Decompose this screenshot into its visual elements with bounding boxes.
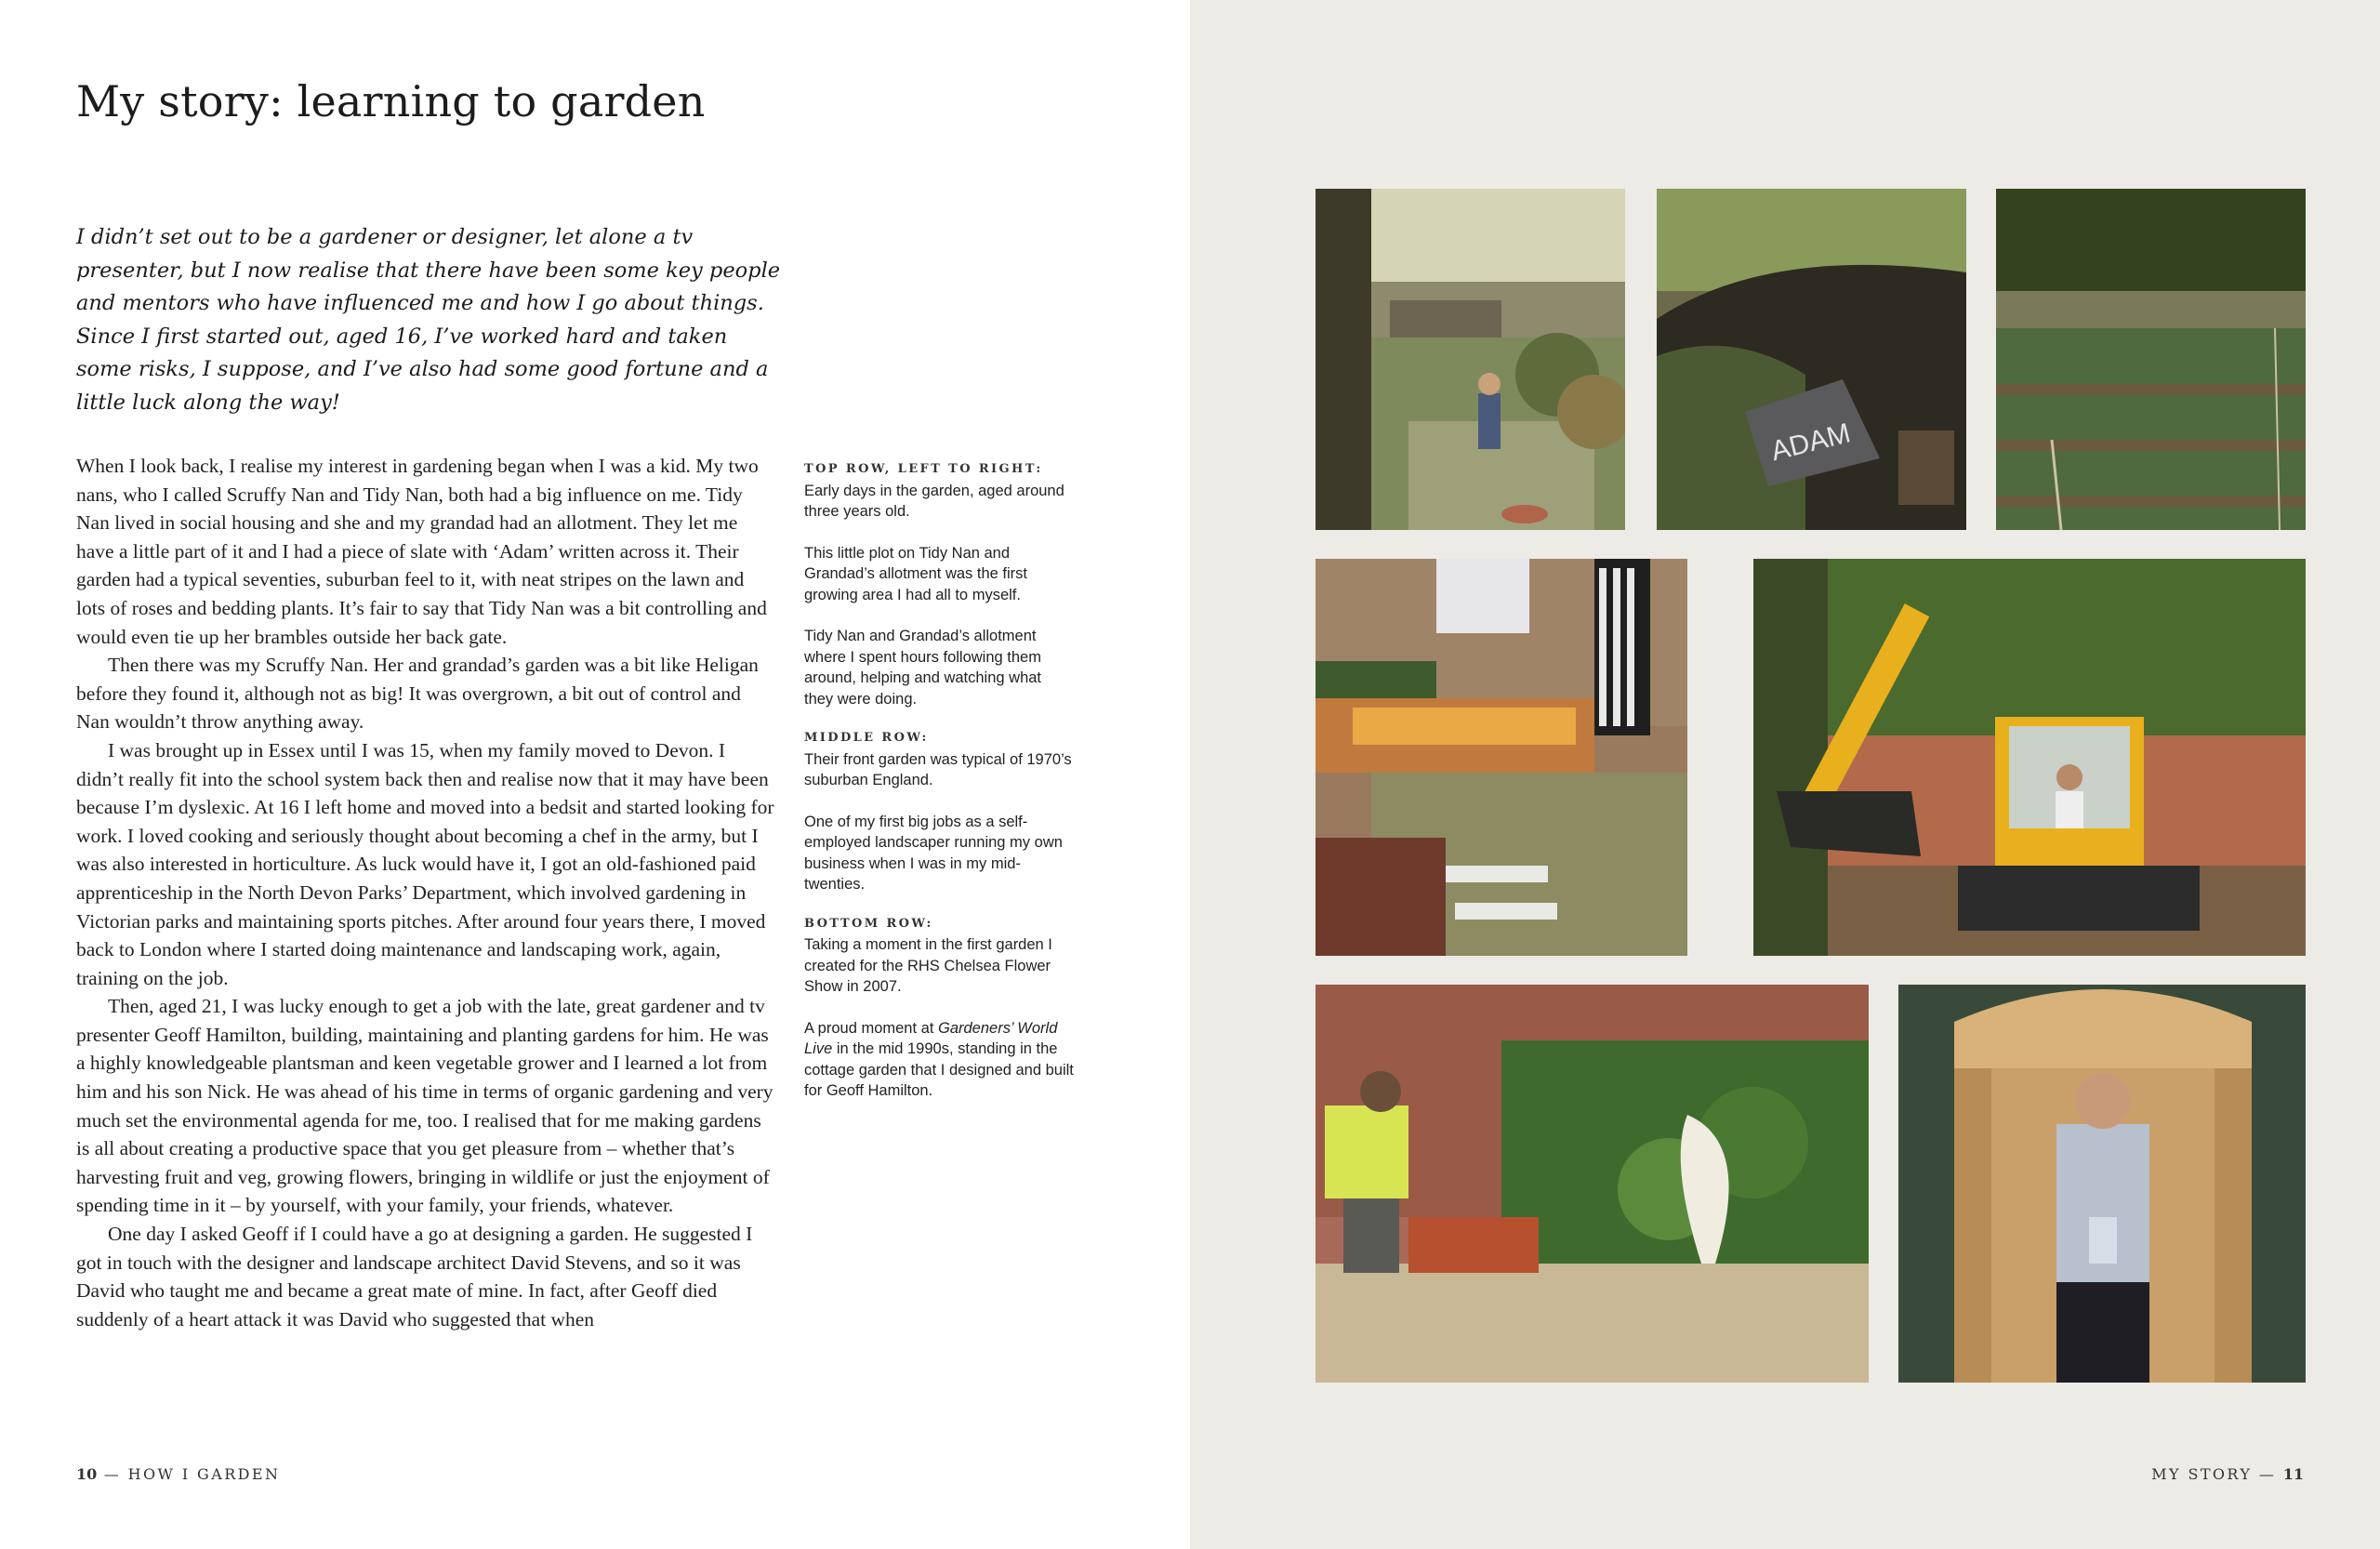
folio-left — [76, 1465, 280, 1483]
body-paragraph: I was brought up in Essex until I was 15, when my family moved to Devon. I didn’t really fit into the school system back then and realise now that it may have been because I’m dyslexic. At 16 I left home and moved into a bedsit and started looking for work. I loved cooking and seriously thought about becoming a chef in the army, but I was also interested in horticulture. As luck would have it, I got an old-fashioned paid apprenticeship in the North Devon Parks’ Department, which involved gardening in Victorian parks and maintaining sports pitches. After around four years there, I moved back to London where I started doing maintenance and landscaping work, again, training on the job. — [76, 738, 774, 989]
photo-chelsea-garden — [1316, 985, 1869, 1383]
slate-text: ADAM — [1767, 417, 1854, 468]
right-page — [1190, 0, 2380, 1549]
photo-arbour-trophy — [1898, 985, 2306, 1383]
caption-bottom-1: Taking a moment in the first garden I created for the RHS Chelsea Flower Show in 2007. — [804, 936, 1052, 995]
caption-top-3: Tidy Nan and Grandad’s allotment where I spent hours following them around, helping and watching what they were doing. — [804, 628, 1042, 708]
body-text — [76, 452, 775, 1333]
photo-child-in-garden — [1316, 189, 1625, 530]
page-title: My story: learning to garden — [76, 76, 706, 126]
caption-top-1: Early days in the garden, aged around three years old. — [804, 482, 1064, 520]
intro-paragraph: I didn’t set out to be a gardener or designer, let alone a tv presenter, but I now realise that there have been some key people and mentors who have influenced me and how I go about things. Since I first started out, aged 16, I’ve worked hard and taken some risks, I suppose, and I’ve also had some good fortune and a little luck along the way! — [76, 225, 781, 415]
running-head-right: MY STORY — — [2151, 1465, 2277, 1483]
photo-captions — [804, 459, 1074, 1122]
running-head-left: — HOW I GARDEN — [103, 1465, 281, 1483]
caption-middle-1: Their front garden was typical of 1970’s suburban England. — [804, 750, 1072, 788]
photo-digger — [1753, 559, 2306, 956]
body-paragraph: Then there was my Scruffy Nan. Her and grandad’s garden was a bit like Heligan before they found it, although not as big! It was overgrown, a bit out of control and Nan wouldn’t throw anything away. — [76, 654, 759, 734]
caption-top-2: This little plot on Tidy Nan and Grandad’s allotment was the first growing area I had all to myself. — [804, 544, 1027, 603]
photo-allotment — [1996, 189, 2306, 530]
photo-adam-slate — [1657, 189, 1966, 530]
page-number-left: 10 — [76, 1465, 98, 1483]
photo-front-garden — [1316, 559, 1687, 956]
caption-heading-bottom: BOTTOM ROW: — [804, 916, 933, 931]
caption-middle-2: One of my first big jobs as a self-employed landscaper running my own business when I was in my mid-twenties. — [804, 813, 1063, 893]
caption-bottom-2: A proud moment at Gardeners’ World Live in the mid 1990s, standing in the cottage garden that I designed and built for Geoff Hamilton. — [804, 1019, 1074, 1099]
caption-heading-middle: MIDDLE ROW: — [804, 731, 929, 745]
page-number-right: 11 — [2282, 1465, 2304, 1483]
body-paragraph: Then, aged 21, I was lucky enough to get a job with the late, great gardener and tv presenter Geoff Hamilton, building, maintaining and planting gardens for him. He was a highly knowledgeable plantsman and keen vegetable grower and I learned a lot from him and his son Nick. He was ahead of his time in terms of organic gardening and very much set the environmental agenda for me, too. I realised that for me making gardens is all about creating a productive space that you get pleasure from – whether that’s harvesting fruit and veg, growing flowers, bringing in wildlife or just the enjoyment of spending time in it – by yourself, with your family, your friends, whatever. — [76, 995, 774, 1217]
caption-heading-top: TOP ROW, LEFT TO RIGHT: — [804, 462, 1043, 476]
body-paragraph: One day I asked Geoff if I could have a go at designing a garden. He suggested I got in touch with the designer and landscape architect David Stevens, and so it was David who taught me and became a great mate of mine. In fact, after Geoff died suddenly of a heart attack it was David who suggested that when — [76, 1223, 753, 1331]
folio-right — [2151, 1465, 2304, 1483]
body-paragraph: When I look back, I realise my interest in gardening began when I was a kid. My two nans, who I called Scruffy Nan and Tidy Nan, both had a big influence on me. Tidy Nan lived in social housing and she and my grandad had an allotment. They let me have a little part of it and I had a piece of slate with ‘Adam’ written across it. Their garden had a typical seventies, suburban feel to it, with neat stripes on the lawn and lots of roses and bedding plants. It’s fair to say that Tidy Nan was a bit controlling and would even tie up her brambles outside her back gate. — [76, 455, 767, 648]
